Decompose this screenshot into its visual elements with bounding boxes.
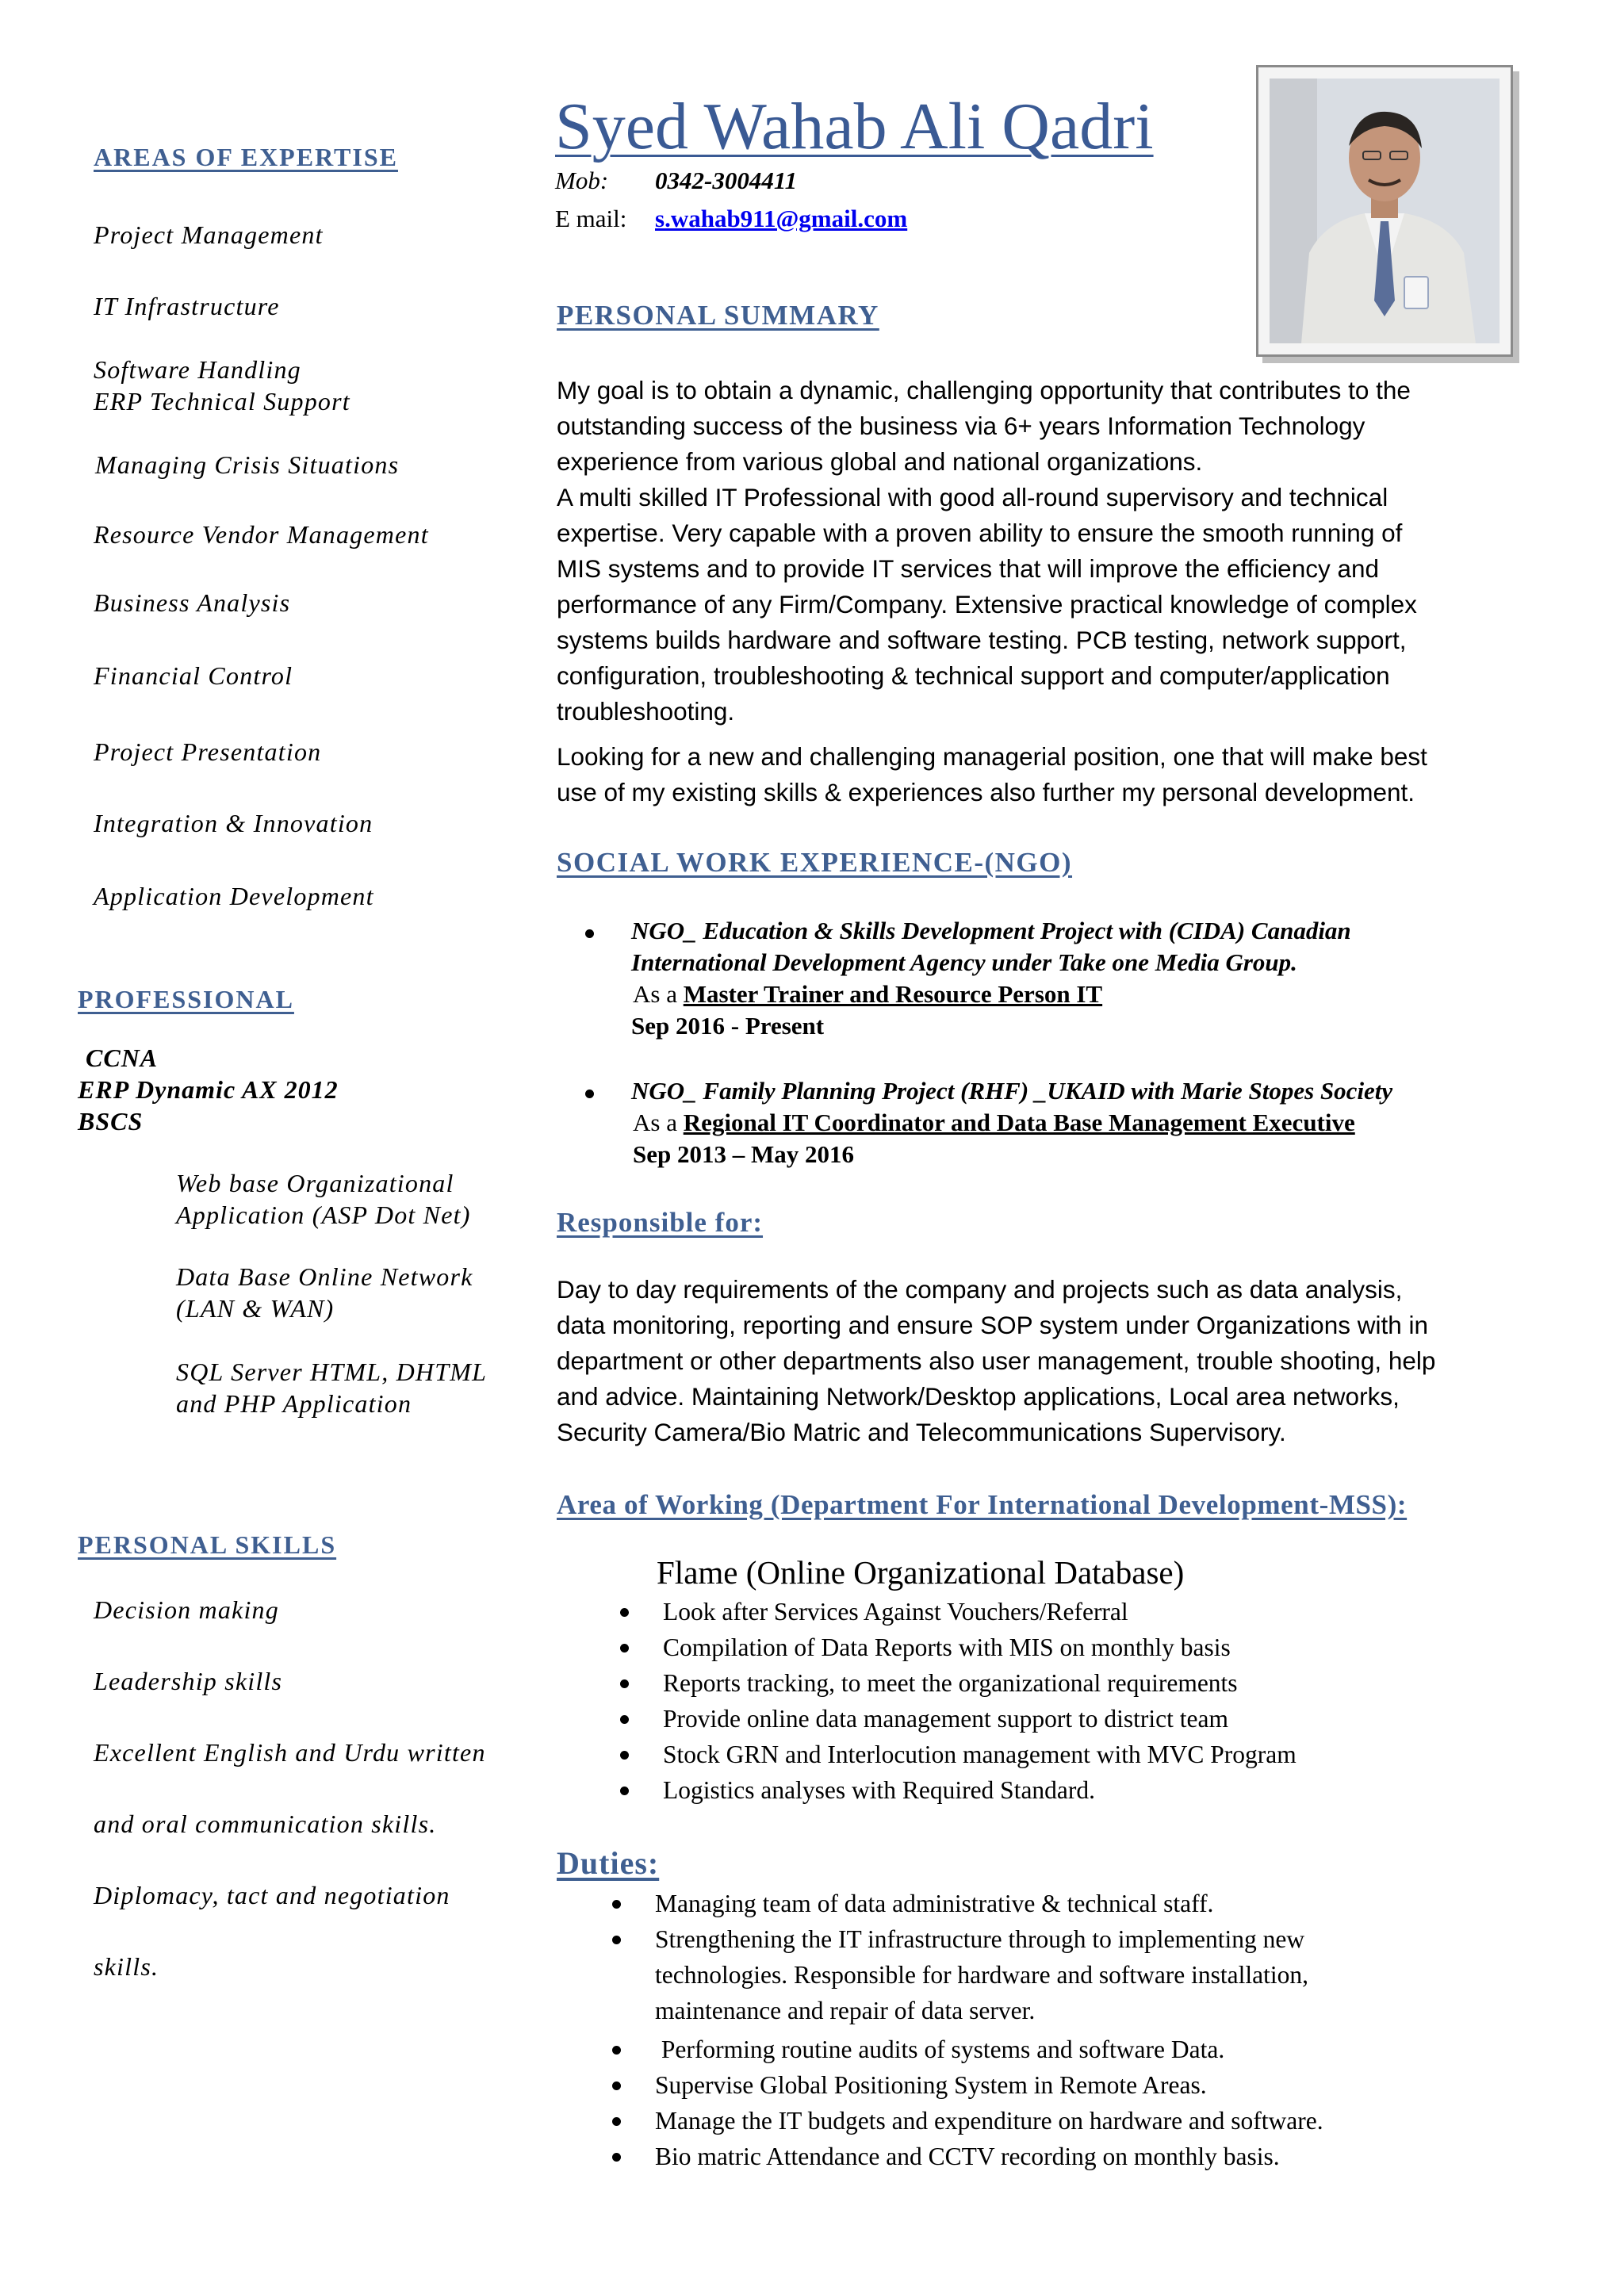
profile-photo (1256, 65, 1513, 357)
professional-item: BSCS (78, 1107, 144, 1136)
expertise-item: Software Handling (94, 355, 301, 384)
professional-sub-line: (LAN & WAN) (176, 1294, 335, 1323)
expertise-item: Financial Control (94, 661, 293, 690)
responsible-text (557, 1272, 1435, 1450)
duty-line: technologies. Responsible for hardware and software installation, (655, 1961, 1309, 1989)
expertise-item: Project Management (94, 220, 324, 249)
summary-text (557, 373, 1417, 730)
social-entry-title: NGO_ Family Planning Project (RHF) _UKAID with Marie Stopes Society (631, 1077, 1393, 1105)
skills-item: skills. (94, 1952, 159, 1981)
social-heading: SOCIAL WORK EXPERIENCE-(NGO) (557, 847, 1073, 878)
profile-photo-image (1270, 79, 1500, 343)
professional-sub-item (176, 1261, 473, 1324)
candidate-name: Syed Wahab Ali Qadri (555, 90, 1154, 163)
area-item-text: Stock GRN and Interlocution management with MVC Program (663, 1741, 1297, 1768)
area-item-text: Compilation of Data Reports with MIS on monthly basis (663, 1633, 1231, 1661)
bullet-icon (620, 1751, 629, 1760)
duty-line: Performing routine audits of systems and software Data. (655, 2035, 1225, 2063)
duty-item (603, 2103, 1323, 2139)
social-entry-period: Sep 2016 - Present (631, 1012, 825, 1040)
duty-item (603, 2067, 1323, 2103)
area-item-text: Logistics analyses with Required Standard. (663, 1776, 1096, 1804)
bullet-icon (585, 929, 594, 938)
summary-line: outstanding success of the business via 6+ years Information Technology (557, 412, 1365, 440)
area-item (611, 1772, 1297, 1808)
professional-sub-line: Data Base Online Network (176, 1262, 473, 1291)
professional-sub-item (176, 1167, 471, 1231)
expertise-item: Project Presentation (94, 737, 322, 766)
email-link[interactable]: s.wahab911@gmail.com (655, 205, 908, 232)
area-item-text: Look after Services Against Vouchers/Referral (663, 1598, 1128, 1626)
bullet-icon (612, 2117, 621, 2126)
person-silhouette-icon (1270, 79, 1500, 343)
expertise-item: Application Development (94, 882, 374, 910)
duty-item (603, 1921, 1323, 2028)
duty-line: Supervise Global Positioning System in Remote Areas. (655, 2071, 1207, 2099)
duty-line: Bio matric Attendance and CCTV recording on monthly basis. (655, 2143, 1280, 2170)
summary-line: experience from various global and national organizations. (557, 447, 1203, 476)
duty-item (603, 2139, 1323, 2174)
expertise-heading: AREAS OF EXPERTISE (94, 143, 398, 171)
area-item (611, 1594, 1297, 1630)
skills-item: and oral communication skills. (94, 1810, 437, 1838)
expertise-item: Integration & Innovation (94, 809, 373, 837)
social-entry-as: As a (633, 980, 677, 1008)
summary-text-2 (557, 739, 1427, 810)
summary-line: troubleshooting. (557, 697, 735, 726)
professional-list (78, 1042, 339, 1137)
bullet-icon (620, 1608, 629, 1617)
professional-sub-line: SQL Server HTML, DHTML (176, 1358, 488, 1386)
summary-line: performance of any Firm/Company. Extensive practical knowledge of complex (557, 590, 1417, 618)
responsible-heading: Responsible for: (557, 1207, 764, 1238)
duty-item (603, 1886, 1323, 1921)
social-entry-role: Regional IT Coordinator and Data Base Management Executive (683, 1109, 1355, 1136)
duty-line: Manage the IT budgets and expenditure on hardware and software. (655, 2107, 1323, 2135)
area-item (611, 1630, 1297, 1665)
email-label: E mail: (555, 205, 627, 232)
summary-line: systems builds hardware and software testing. PCB testing, network support, (557, 626, 1407, 654)
responsible-line: and advice. Maintaining Network/Desktop applications, Local area networks, (557, 1382, 1400, 1411)
responsible-line: data monitoring, reporting and ensure SOP system under Organizations with in (557, 1311, 1429, 1339)
bullet-icon (620, 1679, 629, 1688)
bullet-icon (612, 2153, 621, 2162)
expertise-item: Resource Vendor Management (94, 520, 429, 549)
area-item-text: Reports tracking, to meet the organizational requirements (663, 1669, 1238, 1697)
responsible-line: Day to day requirements of the company and projects such as data analysis, (557, 1275, 1403, 1304)
duty-item (603, 2032, 1323, 2067)
summary-line: MIS systems and to provide IT services that will improve the efficiency and (557, 554, 1380, 583)
area-item (611, 1665, 1297, 1701)
social-entry-role: Master Trainer and Resource Person IT (683, 980, 1103, 1008)
area-item (611, 1737, 1297, 1772)
expertise-item: IT Infrastructure (94, 292, 280, 320)
expertise-item: ERP Technical Support (94, 387, 350, 416)
social-entry-role-line (631, 978, 1351, 1010)
professional-sub-line: and PHP Application (176, 1389, 412, 1418)
expertise-item: Managing Crisis Situations (95, 450, 400, 479)
duties-list (603, 1886, 1323, 2174)
social-entry (631, 1075, 1392, 1170)
professional-heading: PROFESSIONAL (78, 985, 294, 1013)
area-subtitle: Flame (Online Organizational Database) (657, 1554, 1185, 1591)
email-line (555, 203, 907, 235)
summary-line: expertise. Very capable with a proven ability to ensure the smooth running of (557, 519, 1403, 547)
expertise-item: Business Analysis (94, 588, 291, 617)
social-entry-role-line (631, 1107, 1392, 1139)
social-entry-title: International Development Agency under Take one Media Group. (631, 948, 1297, 976)
bullet-icon (585, 1090, 594, 1098)
social-entry (631, 915, 1351, 1042)
mobile-value: 0342-3004411 (655, 167, 798, 194)
skills-item: Decision making (94, 1595, 279, 1624)
professional-sub-line: Web base Organizational (176, 1169, 454, 1197)
skills-item: Leadership skills (94, 1667, 283, 1695)
professional-item: ERP Dynamic AX 2012 (78, 1075, 339, 1104)
professional-sub-line: Application (ASP Dot Net) (176, 1201, 471, 1229)
summary-line: My goal is to obtain a dynamic, challenging opportunity that contributes to the (557, 376, 1411, 404)
bullet-icon (612, 2046, 621, 2055)
social-entry-title: NGO_ Education & Skills Development Project with (CIDA) Canadian (631, 917, 1351, 944)
summary-line: A multi skilled IT Professional with good all-round supervisory and technical (557, 483, 1388, 511)
bullet-icon (620, 1644, 629, 1653)
social-entry-period: Sep 2013 – May 2016 (633, 1140, 854, 1168)
bullet-icon (612, 1900, 621, 1909)
duty-line: Strengthening the IT infrastructure through to implementing new (655, 1925, 1305, 1953)
mobile-line (555, 165, 797, 197)
summary-heading: PERSONAL SUMMARY (557, 300, 879, 331)
skills-item: Excellent English and Urdu written (94, 1738, 486, 1767)
skills-heading: PERSONAL SKILLS (78, 1530, 337, 1559)
duty-line: maintenance and repair of data server. (655, 1997, 1036, 2024)
area-item-text: Provide online data management support to district team (663, 1705, 1228, 1733)
social-entry-as: As a (633, 1109, 677, 1136)
mobile-label: Mob: (555, 167, 609, 194)
duty-line: Managing team of data administrative & technical staff. (655, 1890, 1214, 1917)
bullet-icon (612, 1936, 621, 1944)
bullet-icon (620, 1715, 629, 1724)
area-list (611, 1594, 1297, 1808)
summary-line: use of my existing skills & experiences also further my personal development. (557, 778, 1415, 806)
professional-sub-item (176, 1356, 487, 1419)
professional-item: CCNA (86, 1044, 159, 1072)
summary-line: Looking for a new and challenging managerial position, one that will make best (557, 742, 1427, 771)
skills-item: Diplomacy, tact and negotiation (94, 1881, 450, 1909)
summary-line: configuration, troubleshooting & technical support and computer/application (557, 661, 1390, 690)
area-item (611, 1701, 1297, 1737)
bullet-icon (620, 1787, 629, 1795)
area-heading: Area of Working (Department For International Development-MSS): (557, 1489, 1408, 1520)
bullet-icon (612, 2081, 621, 2090)
duties-heading: Duties: (557, 1845, 660, 1881)
responsible-line: Security Camera/Bio Matric and Telecommunications Supervisory. (557, 1418, 1286, 1446)
responsible-line: department or other departments also user management, trouble shooting, help (557, 1346, 1436, 1375)
